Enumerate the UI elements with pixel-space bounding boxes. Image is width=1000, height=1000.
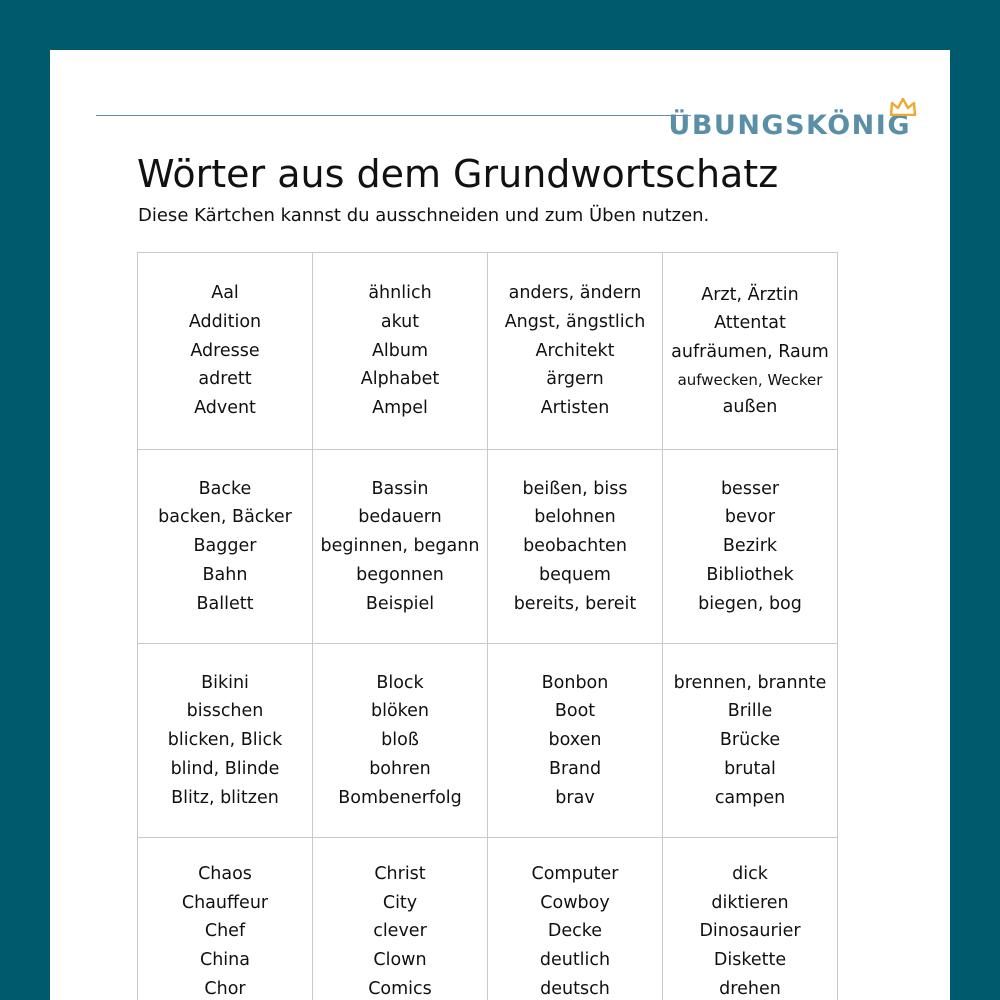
card-word: Block [376, 672, 424, 693]
card-word: Diskette [713, 950, 787, 971]
card-word: aufräumen, Raum [671, 342, 829, 362]
card-word: bohren [369, 758, 431, 779]
card-word: brennen, brannte [673, 672, 827, 693]
card-word: brav [555, 787, 595, 808]
card-word: blöken [370, 701, 430, 722]
card-word: bevor [724, 507, 776, 528]
card-word: Adresse [190, 340, 260, 361]
word-card [663, 644, 838, 838]
card-word: Artisten [540, 398, 610, 419]
word-card [138, 450, 313, 644]
card-word: Brücke [719, 730, 781, 751]
card-word: beißen, biss [522, 478, 628, 499]
card-word: China [200, 950, 250, 971]
card-word: City [382, 892, 418, 913]
card-word: Chauffeur [181, 892, 269, 913]
card-word: Chor [204, 978, 246, 999]
card-word: Angst, ängstlich [504, 311, 646, 332]
card-word: boxen [548, 730, 602, 751]
card-word: bisschen [186, 701, 264, 722]
card-word: Arzt, Ärztin [701, 284, 799, 305]
card-word: adrett [198, 369, 252, 390]
card-word: Comics [368, 978, 432, 999]
card-word: Bassin [371, 478, 429, 499]
card-word: Attentat [714, 313, 786, 334]
card-word: deutlich [539, 950, 611, 971]
page-title: Wörter aus dem Grundwortschatz [137, 152, 779, 196]
card-word: blind, Blinde [170, 758, 280, 779]
card-word: Clown [373, 950, 427, 971]
card-word: Bahn [202, 564, 248, 585]
card-row [138, 253, 838, 450]
card-word: Brille [727, 701, 773, 722]
card-word: Ballett [196, 593, 254, 614]
card-row [138, 838, 838, 1000]
card-word: akut [380, 311, 420, 332]
card-word: Blitz, blitzen [171, 787, 279, 808]
card-word: Bonbon [541, 672, 609, 693]
card-word: beginnen, begann [320, 536, 480, 557]
word-card [488, 253, 663, 450]
brand-name: ÜBUNGSKÖNIG [668, 110, 911, 141]
card-word: beobachten [523, 536, 627, 557]
card-word: backen, Bäcker [158, 507, 292, 528]
card-word: bedauern [358, 507, 442, 528]
card-word: bequem [539, 564, 611, 585]
word-card [663, 838, 838, 1000]
card-word: begonnen [356, 564, 444, 585]
card-row [138, 644, 838, 838]
card-word: bereits, bereit [513, 593, 637, 614]
card-word: Beispiel [365, 593, 435, 614]
card-word: Computer [531, 864, 619, 884]
word-card-grid [137, 252, 838, 1000]
card-word: brutal [724, 758, 776, 779]
word-card [138, 253, 313, 450]
card-word: Boot [554, 701, 596, 722]
crown-icon [889, 98, 917, 116]
word-card [488, 450, 663, 644]
card-word: Chaos [198, 864, 252, 884]
card-word: ähnlich [368, 283, 432, 304]
word-card [138, 838, 313, 1000]
card-word: Architekt [535, 340, 615, 361]
brand-logo [656, 106, 911, 146]
card-word: anders, ändern [508, 283, 642, 304]
card-word: diktieren [711, 892, 789, 913]
card-word: aufwecken, Wecker [677, 370, 823, 389]
word-card [313, 838, 488, 1000]
card-word: Bombenerfolg [338, 787, 462, 808]
word-card [488, 838, 663, 1000]
worksheet-page [50, 50, 950, 1000]
card-word: Dinosaurier [699, 921, 801, 942]
card-word: Bibliothek [706, 564, 794, 585]
card-word: außen [722, 396, 778, 417]
card-word: campen [714, 787, 786, 808]
card-word: Album [371, 340, 429, 361]
card-word: Christ [374, 864, 426, 884]
word-card [313, 253, 488, 450]
card-row [138, 450, 838, 644]
word-card [663, 253, 838, 450]
card-word: clever [373, 921, 427, 942]
card-word: Bikini [201, 672, 249, 693]
page-subtitle: Diese Kärtchen kannst du ausschneiden und zum Üben nutzen. [138, 205, 710, 226]
card-word: belohnen [534, 507, 616, 528]
header-divider [96, 115, 691, 116]
word-card [488, 644, 663, 838]
card-word: drehen [719, 978, 781, 999]
card-word: blicken, Blick [167, 730, 283, 751]
card-word: Decke [547, 921, 603, 942]
card-word: Ampel [372, 398, 428, 419]
card-word: Chef [204, 921, 246, 942]
card-word: Addition [188, 311, 262, 332]
card-word: Aal [211, 283, 239, 304]
card-word: bloß [381, 730, 419, 751]
word-card [313, 644, 488, 838]
card-word: Cowboy [540, 892, 610, 913]
word-card [313, 450, 488, 644]
card-word: deutsch [540, 978, 610, 999]
card-word: Bezirk [722, 536, 778, 557]
card-word: dick [732, 864, 768, 884]
card-word: biegen, bog [698, 593, 802, 614]
card-word: Alphabet [360, 369, 440, 390]
card-word: Brand [548, 758, 602, 779]
card-word: ärgern [546, 369, 604, 390]
card-word: Bagger [193, 536, 257, 557]
card-word: Advent [194, 398, 256, 419]
card-word: Backe [198, 478, 252, 499]
card-word: besser [720, 478, 780, 499]
word-card [138, 644, 313, 838]
word-card [663, 450, 838, 644]
